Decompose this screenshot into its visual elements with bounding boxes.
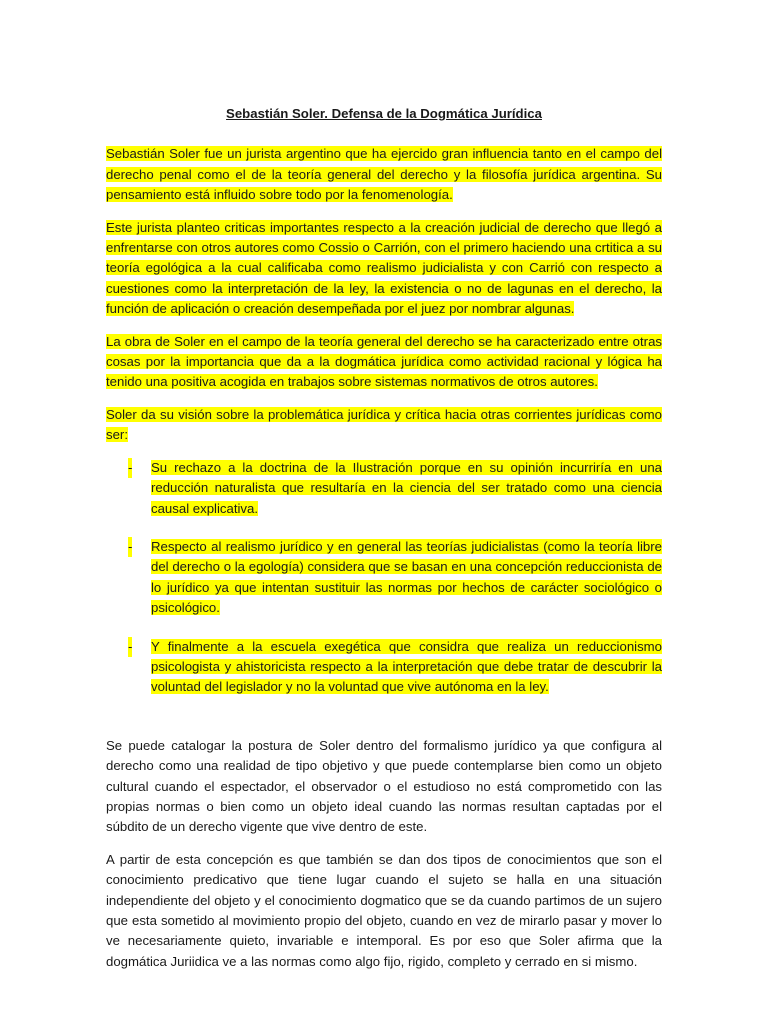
highlighted-text: La obra de Soler en el campo de la teoría general del derecho se ha caracterizado entre otras cosas por la importancia que da a la dogmática jurídica como actividad racional y lógica ha tenido una positiva acogida en trabajos sobre sistemas normativos de otros autores. <box>106 333 662 390</box>
paragraph-vision <box>106 405 662 446</box>
list-item <box>106 637 662 698</box>
highlighted-text: Soler da su visión sobre la problemática jurídica y crítica hacia otras corrientes jurídicas como ser: <box>106 406 662 443</box>
bullet-text: Respecto al realismo jurídico y en general las teorías judicialistas (como la teoría libre del derecho o la egología) considera que se basan en una concepción reduccionista de lo jurídico ya que intentan sustituir las normas por hechos de carácter sociológico o psicológico. <box>151 538 662 616</box>
list-item <box>106 537 662 619</box>
bullet-list <box>106 458 662 698</box>
document-body <box>106 104 662 984</box>
bullet-dash: - <box>128 537 132 557</box>
bullet-text: Su rechazo a la doctrina de la Ilustración porque en su opinión incurriría en una reducción naturalista que resultaría en la ciencia del ser tratado como una ciencia causal explicativa. <box>151 459 662 516</box>
spacer <box>106 716 662 736</box>
paragraph-dogmatics <box>106 332 662 393</box>
bullet-dash: - <box>128 637 132 657</box>
paragraph-intro <box>106 144 662 205</box>
list-item <box>106 458 662 519</box>
highlighted-text: Este jurista planteo criticas importantes respecto a la creación judicial de derecho que llegó a enfrentarse con otros autores como Cossio o Carrión, con el primero haciendo una crtitica a su teoría egológica a la cual calificaba como realismo judicialista y con Carrió con respecto a cuestiones como la interpretación de la ley, la existencia o no de lagunas en el derecho, la función de aplicación o creación desempeñada por el juez por nombrar algunas. <box>106 219 662 317</box>
bullet-text: Y finalmente a la escuela exegética que considra que realiza un reduccionismo psicologista y ahistoricista respecto a la interpretación que debe tratar de descubrir la voluntad del legislador y no la voluntad que vive autónoma en la ley. <box>151 638 662 695</box>
document-title: Sebastián Soler. Defensa de la Dogmática Jurídica <box>226 106 542 121</box>
paragraph-formalism: Se puede catalogar la postura de Soler dentro del formalismo jurídico ya que configura al derecho como una realidad de tipo objetivo y que puede contemplarse bien como un objeto cultural cuando el espectador, el observador o el estudioso no está comprometido con las propias normas o bien como un objeto ideal cuando las normas resultan captadas por el súbdito de un derecho vigente que vive dentro de este. <box>106 737 662 835</box>
bullet-dash: - <box>128 458 132 478</box>
paragraph-knowledge: A partir de esta concepción es que también se dan dos tipos de conocimientos que son el conocimiento predicativo que tiene lugar cuando el sujeto se halla en una situación independiente del objeto y el conocimiento dogmatico que se da cuando partimos de un sujero que esta sometido al movimiento propio del objeto, cuando en vez de mirarlo pasar y mover lo ve necesariamente quieto, invariable e intemporal. Es por eso que Soler afirma que la dogmática Juriidica ve a las normas como algo fijo, rigido, completo y cerrado en si mismo. <box>106 851 662 969</box>
paragraph-criticism <box>106 218 662 320</box>
highlighted-text: Sebastián Soler fue un jurista argentino que ha ejercido gran influencia tanto en el campo del derecho penal como el de la teoría general del derecho y la filosofía jurídica argentina. Su pensamiento está influido sobre todo por la fenomenología. <box>106 146 662 203</box>
